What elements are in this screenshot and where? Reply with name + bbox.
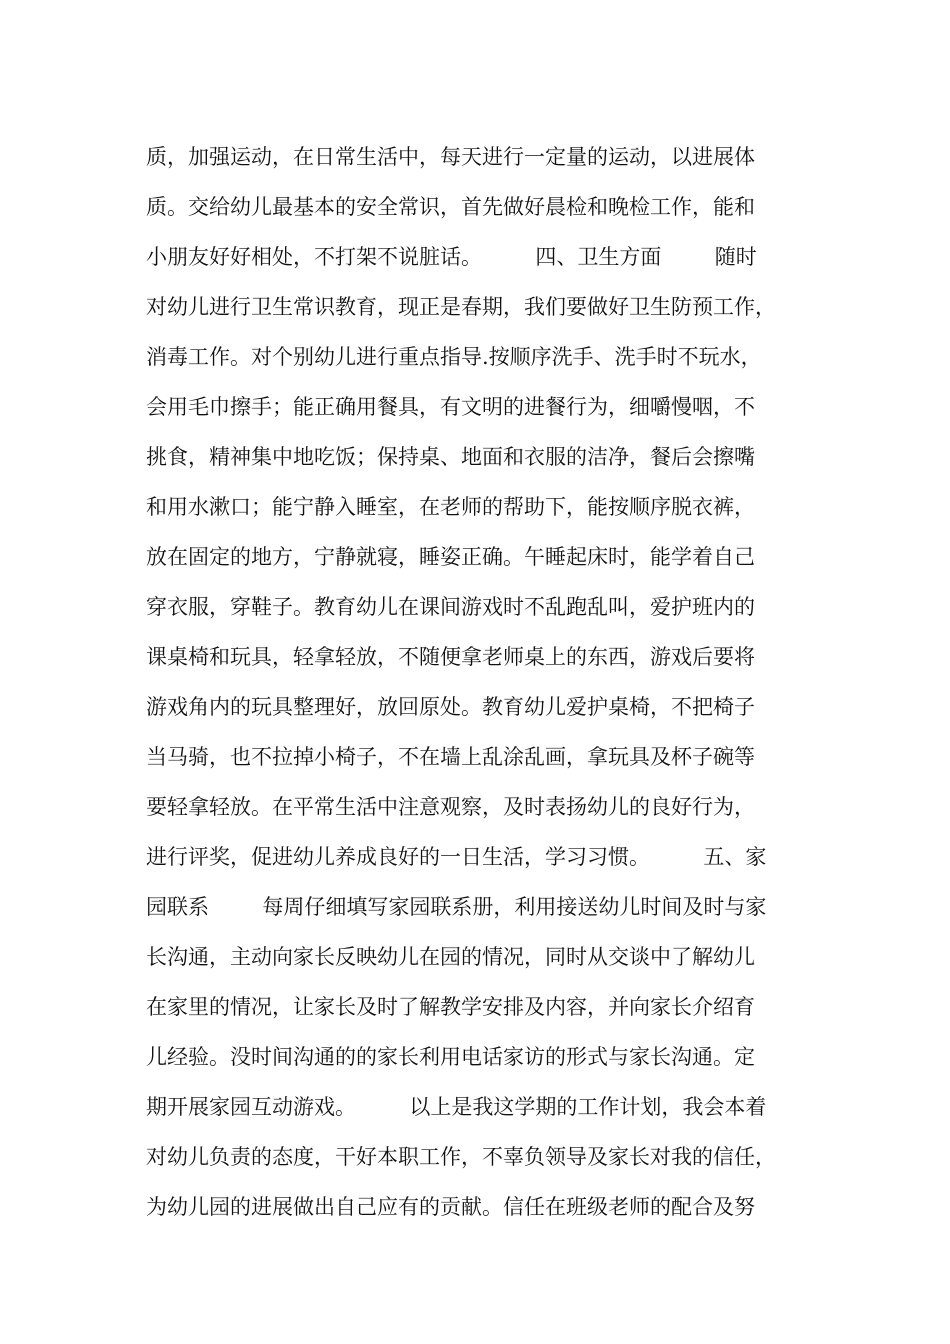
text-line: 消毒工作。对个别幼儿进行重点指导.按顺序洗手、洗手时不玩水，	[146, 345, 762, 369]
text-line: 和用水漱口；能宁静入睡室，在老师的帮助下，能按顺序脱衣裤，	[146, 495, 755, 519]
text-line: 穿衣服，穿鞋子。教育幼儿在课间游戏时不乱跑乱叫，爱护班内的	[146, 595, 755, 619]
body-text	[146, 132, 846, 1232]
text-line: 在家里的情况，让家长及时了解教学安排及内容，并向家长介绍育	[146, 995, 755, 1019]
text-line: 会用毛巾擦手；能正确用餐具，有文明的进餐行为，细嚼慢咽，不	[146, 395, 755, 419]
text-line: 为幼儿园的进展做出自己应有的贡献。信任在班级老师的配合及努	[146, 1195, 755, 1219]
text-line: 小朋友好好相处，不打架不说脏话。 四、卫生方面 随时	[146, 245, 757, 269]
text-line: 进行评奖，促进幼儿养成良好的一日生活，学习习惯。 五、家	[146, 845, 767, 869]
text-line: 游戏角内的玩具整理好，放回原处。教育幼儿爱护桌椅，不把椅子	[146, 695, 755, 719]
text-line: 挑食，精神集中地吃饭；保持桌、地面和衣服的洁净，餐后会擦嘴	[146, 445, 755, 469]
text-line: 质，加强运动，在日常生活中，每天进行一定量的运动，以进展体	[146, 145, 755, 169]
text-line: 放在固定的地方，宁静就寝，睡姿正确。午睡起床时，能学着自己	[146, 545, 755, 569]
text-line: 当马骑，也不拉掉小椅子，不在墙上乱涂乱画，拿玩具及杯子碗等	[146, 745, 755, 769]
text-line: 对幼儿负责的态度，干好本职工作，不辜负领导及家长对我的信任，	[146, 1145, 776, 1169]
text-line: 对幼儿进行卫生常识教育，现正是春期，我们要做好卫生防预工作，	[146, 295, 776, 319]
text-line: 园联系 每周仔细填写家园联系册，利用接送幼儿时间及时与家	[146, 895, 767, 919]
text-line: 要轻拿轻放。在平常生活中注意观察，及时表扬幼儿的良好行为，	[146, 795, 755, 819]
text-line: 课桌椅和玩具，轻拿轻放，不随便拿老师桌上的东西，游戏后要将	[146, 645, 755, 669]
text-line: 质。交给幼儿最基本的安全常识，首先做好晨检和晚检工作，能和	[146, 195, 755, 219]
text-line: 期开展家园互动游戏。 以上是我这学期的工作计划，我会本着	[146, 1095, 767, 1119]
text-line: 长沟通，主动向家长反映幼儿在园的情况，同时从交谈中了解幼儿	[146, 945, 755, 969]
text-line: 儿经验。没时间沟通的的家长利用电话家访的形式与家长沟通。定	[146, 1045, 755, 1069]
